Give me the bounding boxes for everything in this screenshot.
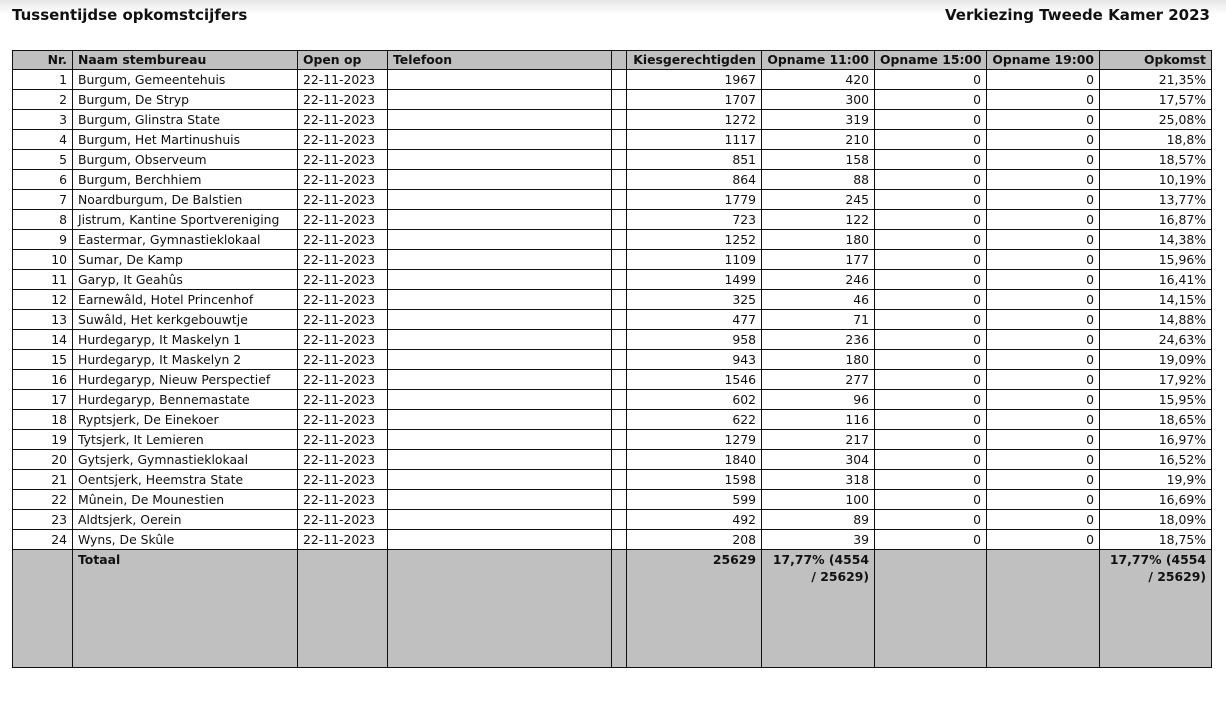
cell-naam: Burgum, Het Martinushuis <box>73 130 298 150</box>
cell-nr: 20 <box>13 450 73 470</box>
table-row <box>13 90 1212 110</box>
cell-nr: 15 <box>13 350 73 370</box>
cell-kiesgerechtigden: 599 <box>627 490 762 510</box>
cell-opname-1500: 0 <box>875 270 987 290</box>
cell-opname-1500: 0 <box>875 350 987 370</box>
cell-opkomst: 24,63% <box>1100 330 1212 350</box>
cell-spacer <box>612 130 627 150</box>
cell-opname-1500: 0 <box>875 90 987 110</box>
cell-opkomst: 16,69% <box>1100 490 1212 510</box>
cell-opkomst: 16,87% <box>1100 210 1212 230</box>
cell-opname-1900: 0 <box>987 350 1100 370</box>
cell-opname-1500: 0 <box>875 110 987 130</box>
cell-naam: Wyns, De Skûle <box>73 530 298 550</box>
cell-open-op: 22-11-2023 <box>298 250 388 270</box>
cell-nr: 16 <box>13 370 73 390</box>
cell-open-op: 22-11-2023 <box>298 130 388 150</box>
cell-kiesgerechtigden: 958 <box>627 330 762 350</box>
cell-spacer <box>612 350 627 370</box>
cell-naam: Suwâld, Het kerkgebouwtje <box>73 310 298 330</box>
cell-open-op: 22-11-2023 <box>298 530 388 550</box>
cell-nr: 11 <box>13 270 73 290</box>
cell-nr: 1 <box>13 70 73 90</box>
col-header-naam: Naam stembureau <box>73 51 298 70</box>
cell-opname-1900: 0 <box>987 410 1100 430</box>
table-row <box>13 470 1212 490</box>
cell-spacer <box>612 150 627 170</box>
cell-opname-1500: 0 <box>875 370 987 390</box>
cell-naam: Burgum, Gemeentehuis <box>73 70 298 90</box>
cell-spacer <box>612 370 627 390</box>
total-nr <box>13 550 73 668</box>
cell-opname-1900: 0 <box>987 330 1100 350</box>
cell-opname-1500: 0 <box>875 150 987 170</box>
cell-open-op: 22-11-2023 <box>298 290 388 310</box>
cell-spacer <box>612 430 627 450</box>
col-header-opname-1500: Opname 15:00 <box>875 51 987 70</box>
cell-naam: Burgum, Observeum <box>73 150 298 170</box>
cell-telefoon <box>388 250 612 270</box>
cell-open-op: 22-11-2023 <box>298 190 388 210</box>
cell-spacer <box>612 250 627 270</box>
cell-opkomst: 16,41% <box>1100 270 1212 290</box>
cell-nr: 18 <box>13 410 73 430</box>
cell-opkomst: 14,38% <box>1100 230 1212 250</box>
cell-kiesgerechtigden: 723 <box>627 210 762 230</box>
cell-open-op: 22-11-2023 <box>298 390 388 410</box>
cell-opname-1100: 319 <box>762 110 875 130</box>
cell-opname-1500: 0 <box>875 490 987 510</box>
cell-nr: 12 <box>13 290 73 310</box>
cell-opname-1900: 0 <box>987 130 1100 150</box>
cell-opname-1500: 0 <box>875 390 987 410</box>
total-opname-1900 <box>987 550 1100 668</box>
cell-kiesgerechtigden: 1279 <box>627 430 762 450</box>
total-opname-1500 <box>875 550 987 668</box>
cell-opname-1100: 210 <box>762 130 875 150</box>
cell-naam: Hurdegaryp, Nieuw Perspectief <box>73 370 298 390</box>
cell-kiesgerechtigden: 851 <box>627 150 762 170</box>
cell-opname-1500: 0 <box>875 250 987 270</box>
cell-nr: 7 <box>13 190 73 210</box>
cell-telefoon <box>388 450 612 470</box>
cell-opname-1100: 46 <box>762 290 875 310</box>
cell-opname-1500: 0 <box>875 510 987 530</box>
cell-opname-1100: 122 <box>762 210 875 230</box>
cell-open-op: 22-11-2023 <box>298 150 388 170</box>
cell-kiesgerechtigden: 1707 <box>627 90 762 110</box>
cell-kiesgerechtigden: 1252 <box>627 230 762 250</box>
col-header-kiesgerechtigden: Kiesgerechtigden <box>627 51 762 70</box>
col-header-opname-1900: Opname 19:00 <box>987 51 1100 70</box>
cell-open-op: 22-11-2023 <box>298 410 388 430</box>
total-kiesgerechtigden: 25629 <box>627 550 762 668</box>
table-row <box>13 110 1212 130</box>
turnout-table <box>12 50 1212 668</box>
cell-open-op: 22-11-2023 <box>298 430 388 450</box>
cell-opname-1900: 0 <box>987 170 1100 190</box>
cell-opkomst: 18,65% <box>1100 410 1212 430</box>
cell-nr: 17 <box>13 390 73 410</box>
cell-opkomst: 21,35% <box>1100 70 1212 90</box>
cell-nr: 9 <box>13 230 73 250</box>
cell-kiesgerechtigden: 622 <box>627 410 762 430</box>
cell-kiesgerechtigden: 602 <box>627 390 762 410</box>
cell-opname-1900: 0 <box>987 510 1100 530</box>
cell-telefoon <box>388 430 612 450</box>
cell-kiesgerechtigden: 943 <box>627 350 762 370</box>
cell-opname-1900: 0 <box>987 370 1100 390</box>
cell-opname-1100: 96 <box>762 390 875 410</box>
cell-opkomst: 16,52% <box>1100 450 1212 470</box>
cell-opname-1100: 71 <box>762 310 875 330</box>
cell-naam: Burgum, De Stryp <box>73 90 298 110</box>
cell-nr: 8 <box>13 210 73 230</box>
cell-telefoon <box>388 190 612 210</box>
col-header-open: Open op <box>298 51 388 70</box>
cell-open-op: 22-11-2023 <box>298 470 388 490</box>
cell-naam: Burgum, Glinstra State <box>73 110 298 130</box>
cell-opname-1500: 0 <box>875 450 987 470</box>
cell-kiesgerechtigden: 1967 <box>627 70 762 90</box>
table-row <box>13 290 1212 310</box>
cell-telefoon <box>388 270 612 290</box>
cell-opname-1900: 0 <box>987 290 1100 310</box>
cell-spacer <box>612 530 627 550</box>
cell-telefoon <box>388 330 612 350</box>
total-spacer <box>612 550 627 668</box>
cell-naam: Noardburgum, De Balstien <box>73 190 298 210</box>
cell-nr: 4 <box>13 130 73 150</box>
cell-spacer <box>612 410 627 430</box>
cell-open-op: 22-11-2023 <box>298 110 388 130</box>
cell-telefoon <box>388 390 612 410</box>
cell-opname-1500: 0 <box>875 470 987 490</box>
cell-opname-1100: 277 <box>762 370 875 390</box>
cell-open-op: 22-11-2023 <box>298 90 388 110</box>
cell-opkomst: 16,97% <box>1100 430 1212 450</box>
cell-opkomst: 25,08% <box>1100 110 1212 130</box>
cell-opname-1100: 217 <box>762 430 875 450</box>
cell-open-op: 22-11-2023 <box>298 370 388 390</box>
table-row <box>13 410 1212 430</box>
cell-opname-1500: 0 <box>875 190 987 210</box>
cell-opname-1900: 0 <box>987 190 1100 210</box>
page-title: Tussentijdse opkomstcijfers <box>12 6 248 24</box>
cell-spacer <box>612 70 627 90</box>
cell-opname-1100: 89 <box>762 510 875 530</box>
cell-open-op: 22-11-2023 <box>298 510 388 530</box>
col-header-spacer <box>612 51 627 70</box>
cell-nr: 21 <box>13 470 73 490</box>
cell-open-op: 22-11-2023 <box>298 330 388 350</box>
cell-opkomst: 18,57% <box>1100 150 1212 170</box>
cell-opname-1100: 88 <box>762 170 875 190</box>
cell-opkomst: 17,57% <box>1100 90 1212 110</box>
cell-open-op: 22-11-2023 <box>298 170 388 190</box>
cell-opkomst: 18,8% <box>1100 130 1212 150</box>
cell-opname-1900: 0 <box>987 70 1100 90</box>
total-opkomst: 17,77% (4554 / 25629) <box>1100 550 1212 668</box>
cell-telefoon <box>388 130 612 150</box>
table-row <box>13 510 1212 530</box>
cell-spacer <box>612 450 627 470</box>
cell-opkomst: 13,77% <box>1100 190 1212 210</box>
cell-opkomst: 14,88% <box>1100 310 1212 330</box>
cell-naam: Burgum, Berchhiem <box>73 170 298 190</box>
cell-opkomst: 15,96% <box>1100 250 1212 270</box>
cell-kiesgerechtigden: 492 <box>627 510 762 530</box>
cell-opname-1500: 0 <box>875 230 987 250</box>
cell-spacer <box>612 510 627 530</box>
cell-naam: Aldtsjerk, Oerein <box>73 510 298 530</box>
table-row <box>13 130 1212 150</box>
cell-telefoon <box>388 110 612 130</box>
cell-opname-1500: 0 <box>875 530 987 550</box>
cell-opname-1100: 420 <box>762 70 875 90</box>
cell-naam: Garyp, It Geahûs <box>73 270 298 290</box>
cell-nr: 23 <box>13 510 73 530</box>
cell-naam: Mûnein, De Mounestien <box>73 490 298 510</box>
cell-kiesgerechtigden: 1272 <box>627 110 762 130</box>
cell-naam: Jistrum, Kantine Sportvereniging <box>73 210 298 230</box>
cell-spacer <box>612 290 627 310</box>
cell-open-op: 22-11-2023 <box>298 270 388 290</box>
cell-opname-1900: 0 <box>987 110 1100 130</box>
cell-opname-1900: 0 <box>987 430 1100 450</box>
cell-telefoon <box>388 230 612 250</box>
cell-naam: Tytsjerk, It Lemieren <box>73 430 298 450</box>
table-row <box>13 490 1212 510</box>
cell-nr: 13 <box>13 310 73 330</box>
cell-kiesgerechtigden: 1546 <box>627 370 762 390</box>
cell-kiesgerechtigden: 1840 <box>627 450 762 470</box>
table-row <box>13 190 1212 210</box>
cell-opname-1100: 246 <box>762 270 875 290</box>
total-row <box>13 550 1212 668</box>
cell-opname-1900: 0 <box>987 310 1100 330</box>
table-row <box>13 270 1212 290</box>
cell-naam: Earnewâld, Hotel Princenhof <box>73 290 298 310</box>
cell-telefoon <box>388 170 612 190</box>
cell-spacer <box>612 170 627 190</box>
cell-spacer <box>612 270 627 290</box>
cell-opname-1500: 0 <box>875 210 987 230</box>
cell-opkomst: 19,09% <box>1100 350 1212 370</box>
cell-naam: Sumar, De Kamp <box>73 250 298 270</box>
cell-opname-1100: 236 <box>762 330 875 350</box>
cell-opname-1500: 0 <box>875 130 987 150</box>
col-header-nr: Nr. <box>13 51 73 70</box>
cell-opname-1900: 0 <box>987 250 1100 270</box>
cell-kiesgerechtigden: 1598 <box>627 470 762 490</box>
cell-opkomst: 18,75% <box>1100 530 1212 550</box>
cell-kiesgerechtigden: 208 <box>627 530 762 550</box>
cell-nr: 14 <box>13 330 73 350</box>
cell-nr: 19 <box>13 430 73 450</box>
election-title: Verkiezing Tweede Kamer 2023 <box>945 6 1210 24</box>
cell-spacer <box>612 310 627 330</box>
cell-opname-1100: 158 <box>762 150 875 170</box>
cell-telefoon <box>388 210 612 230</box>
cell-opname-1100: 304 <box>762 450 875 470</box>
table-row <box>13 430 1212 450</box>
cell-opkomst: 18,09% <box>1100 510 1212 530</box>
cell-nr: 5 <box>13 150 73 170</box>
cell-telefoon <box>388 310 612 330</box>
cell-opkomst: 19,9% <box>1100 470 1212 490</box>
table-row <box>13 530 1212 550</box>
cell-spacer <box>612 230 627 250</box>
cell-kiesgerechtigden: 1117 <box>627 130 762 150</box>
cell-opname-1500: 0 <box>875 290 987 310</box>
cell-opname-1100: 318 <box>762 470 875 490</box>
cell-opname-1900: 0 <box>987 270 1100 290</box>
cell-open-op: 22-11-2023 <box>298 70 388 90</box>
cell-opname-1100: 300 <box>762 90 875 110</box>
total-label: Totaal <box>73 550 298 668</box>
cell-opname-1100: 100 <box>762 490 875 510</box>
cell-opname-1500: 0 <box>875 330 987 350</box>
cell-naam: Ryptsjerk, De Einekoer <box>73 410 298 430</box>
cell-opname-1900: 0 <box>987 490 1100 510</box>
cell-spacer <box>612 90 627 110</box>
cell-telefoon <box>388 90 612 110</box>
cell-nr: 22 <box>13 490 73 510</box>
total-telefoon <box>388 550 612 668</box>
cell-opname-1900: 0 <box>987 450 1100 470</box>
cell-opkomst: 15,95% <box>1100 390 1212 410</box>
cell-telefoon <box>388 350 612 370</box>
cell-open-op: 22-11-2023 <box>298 310 388 330</box>
table-row <box>13 210 1212 230</box>
cell-telefoon <box>388 290 612 310</box>
cell-telefoon <box>388 70 612 90</box>
cell-opkomst: 10,19% <box>1100 170 1212 190</box>
cell-nr: 24 <box>13 530 73 550</box>
cell-opname-1900: 0 <box>987 470 1100 490</box>
cell-open-op: 22-11-2023 <box>298 490 388 510</box>
cell-open-op: 22-11-2023 <box>298 350 388 370</box>
cell-opname-1500: 0 <box>875 430 987 450</box>
cell-nr: 6 <box>13 170 73 190</box>
cell-telefoon <box>388 510 612 530</box>
cell-opname-1500: 0 <box>875 170 987 190</box>
col-header-telefoon: Telefoon <box>388 51 612 70</box>
cell-opname-1100: 177 <box>762 250 875 270</box>
cell-telefoon <box>388 150 612 170</box>
cell-opname-1500: 0 <box>875 70 987 90</box>
cell-naam: Hurdegaryp, Bennemastate <box>73 390 298 410</box>
cell-opname-1900: 0 <box>987 90 1100 110</box>
cell-kiesgerechtigden: 477 <box>627 310 762 330</box>
cell-kiesgerechtigden: 864 <box>627 170 762 190</box>
cell-opname-1900: 0 <box>987 150 1100 170</box>
cell-telefoon <box>388 470 612 490</box>
total-open <box>298 550 388 668</box>
cell-naam: Eastermar, Gymnastieklokaal <box>73 230 298 250</box>
total-opname-1100: 17,77% (4554 / 25629) <box>762 550 875 668</box>
header-row <box>13 51 1212 70</box>
cell-spacer <box>612 190 627 210</box>
cell-opname-1100: 245 <box>762 190 875 210</box>
cell-telefoon <box>388 410 612 430</box>
table-row <box>13 350 1212 370</box>
table-row <box>13 150 1212 170</box>
cell-opname-1100: 180 <box>762 230 875 250</box>
cell-open-op: 22-11-2023 <box>298 450 388 470</box>
cell-opname-1500: 0 <box>875 310 987 330</box>
table-row <box>13 450 1212 470</box>
cell-opname-1900: 0 <box>987 230 1100 250</box>
cell-spacer <box>612 490 627 510</box>
cell-spacer <box>612 470 627 490</box>
cell-naam: Gytsjerk, Gymnastieklokaal <box>73 450 298 470</box>
col-header-opkomst: Opkomst <box>1100 51 1212 70</box>
cell-naam: Oentsjerk, Heemstra State <box>73 470 298 490</box>
table-row <box>13 230 1212 250</box>
cell-kiesgerechtigden: 1499 <box>627 270 762 290</box>
cell-kiesgerechtigden: 1779 <box>627 190 762 210</box>
cell-opname-1900: 0 <box>987 390 1100 410</box>
cell-kiesgerechtigden: 325 <box>627 290 762 310</box>
cell-kiesgerechtigden: 1109 <box>627 250 762 270</box>
cell-spacer <box>612 110 627 130</box>
cell-spacer <box>612 330 627 350</box>
cell-nr: 3 <box>13 110 73 130</box>
cell-spacer <box>612 390 627 410</box>
cell-naam: Hurdegaryp, It Maskelyn 2 <box>73 350 298 370</box>
cell-spacer <box>612 210 627 230</box>
cell-telefoon <box>388 370 612 390</box>
cell-nr: 2 <box>13 90 73 110</box>
cell-open-op: 22-11-2023 <box>298 210 388 230</box>
table-row <box>13 330 1212 350</box>
table-row <box>13 370 1212 390</box>
cell-telefoon <box>388 530 612 550</box>
cell-opname-1100: 39 <box>762 530 875 550</box>
table-row <box>13 170 1212 190</box>
cell-opname-1900: 0 <box>987 530 1100 550</box>
cell-telefoon <box>388 490 612 510</box>
cell-opname-1100: 116 <box>762 410 875 430</box>
cell-open-op: 22-11-2023 <box>298 230 388 250</box>
cell-opname-1900: 0 <box>987 210 1100 230</box>
cell-opname-1500: 0 <box>875 410 987 430</box>
table-row <box>13 390 1212 410</box>
cell-naam: Hurdegaryp, It Maskelyn 1 <box>73 330 298 350</box>
cell-nr: 10 <box>13 250 73 270</box>
cell-opkomst: 14,15% <box>1100 290 1212 310</box>
cell-opkomst: 17,92% <box>1100 370 1212 390</box>
table-row <box>13 70 1212 90</box>
table-row <box>13 250 1212 270</box>
cell-opname-1100: 180 <box>762 350 875 370</box>
table-row <box>13 310 1212 330</box>
col-header-opname-1100: Opname 11:00 <box>762 51 875 70</box>
